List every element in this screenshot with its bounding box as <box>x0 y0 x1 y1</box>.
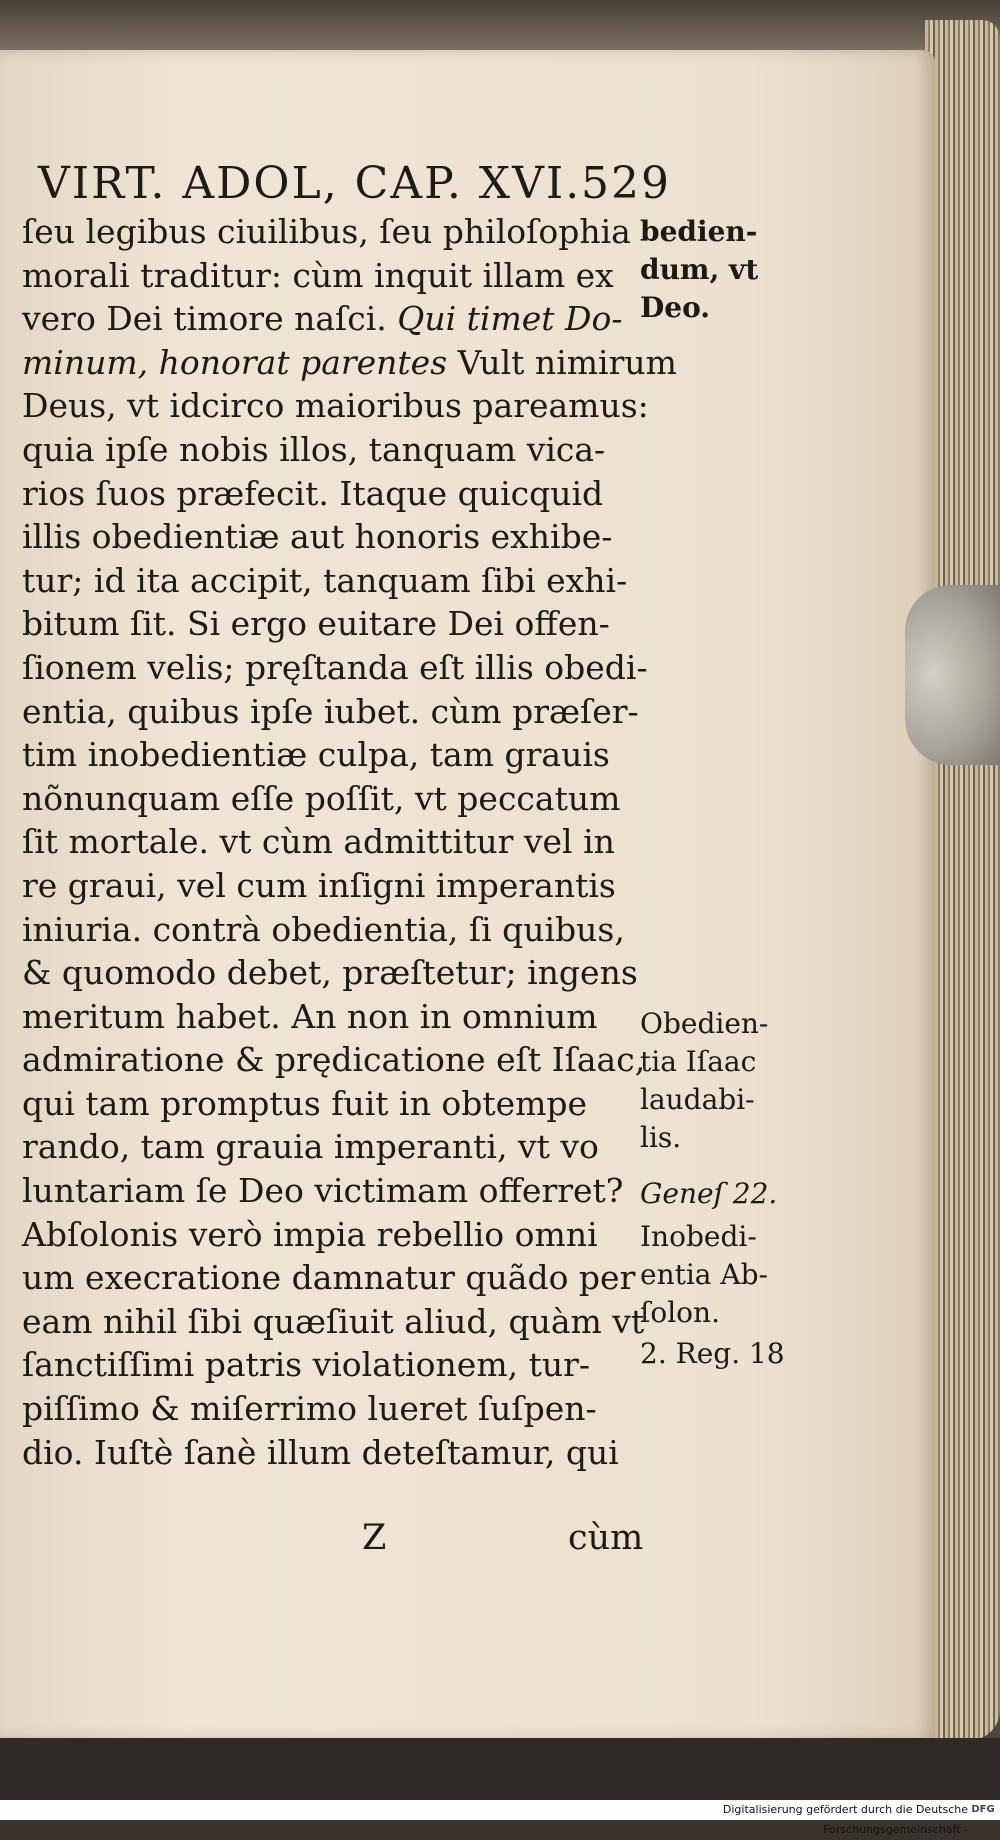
text-line: Deus, vt idcirco maioribus pareamus: <box>22 386 649 426</box>
running-title: VIRT. ADOL, CAP. XVI. <box>38 158 582 209</box>
text-line: eam nihil ſibi quæſiuit aliud, quàm vt <box>22 1301 645 1341</box>
text-line: entia, quibus ipſe iubet. cùm præſer- <box>22 691 639 731</box>
text-line: Abſolonis verò impia rebellio omni <box>22 1214 598 1254</box>
signature-mark: Z <box>362 1518 387 1558</box>
margin-note-line: entia Ab- <box>640 1258 769 1291</box>
text-line: nõnunquam eſſe poſſit, vt peccatum <box>22 778 621 818</box>
text-line: um execratione damnatur quãdo per <box>22 1258 636 1298</box>
scan-bottom-edge <box>0 1738 1000 1800</box>
text-line: illis obedientiæ aut honoris exhibe- <box>22 517 613 557</box>
text-line: tur; id ita accipit, tanquam ſibi exhi- <box>22 560 628 600</box>
text-line <box>22 297 637 341</box>
italic-quote: minum, honorat parentes <box>22 342 448 382</box>
text-line: morali traditur: cùm inquit illam ex <box>22 255 614 295</box>
margin-note-line: laudabi- <box>640 1083 755 1116</box>
credit-text: Digitalisierung gefördert durch die Deutsche Forschungsgemeinschaft - <box>600 1800 1000 1820</box>
book-page-edges <box>925 20 1000 1740</box>
text-line: dio. Iuſtè ſanè illum deteſtamur, qui <box>22 1432 619 1472</box>
running-header <box>38 158 671 214</box>
text-line: luntariam ſe Deo victimam offerret? <box>22 1171 624 1211</box>
text-line: & quomodo debet, præſtetur; ingens <box>22 953 638 993</box>
page-number: 529 <box>581 158 671 209</box>
text-line: rando, tam grauia imperanti, vt vo <box>22 1127 599 1167</box>
text-line: iniuria. contrà obedientia, ſi quibus, <box>22 909 625 949</box>
text-line: tim inobedientiæ culpa, tam grauis <box>22 735 610 775</box>
margin-note-line: Obedien- <box>640 1007 769 1040</box>
page-clip <box>905 585 1000 765</box>
text-line: meritum habet. An non in omnium <box>22 996 598 1036</box>
credit-bar <box>0 1800 600 1820</box>
text-line <box>22 341 677 385</box>
text-line: piſſimo & miſerrimo lueret ſuſpen- <box>22 1389 597 1429</box>
text-line: ſionem velis; pręſtanda eſt illis obedi- <box>22 647 648 687</box>
text-line: ſit mortale. vt cùm admittitur vel in <box>22 822 615 862</box>
italic-quote: Qui timet Do- <box>397 299 623 339</box>
margin-note-line: bedien- <box>640 215 758 248</box>
margin-note-obedience <box>640 213 758 327</box>
margin-note-line: Deo. <box>640 291 711 324</box>
margin-note-line: ſolon. <box>640 1296 720 1329</box>
text-span: Vult nimirum <box>457 342 677 382</box>
margin-note-absalom <box>640 1218 768 1332</box>
margin-note-line: tia Iſaac <box>640 1045 757 1078</box>
text-line: quia ipſe nobis illos, tanquam vica- <box>22 429 606 469</box>
margin-note-genesis-ref: Geneſ 22. <box>640 1177 778 1210</box>
text-line: rios ſuos præfecit. Itaque quicquid <box>22 473 604 513</box>
text-line: re graui, vel cum inſigni imperantis <box>22 865 616 905</box>
dfg-logo-icon: DFG <box>971 1804 995 1815</box>
text-span: vero Dei timore naſci. <box>22 299 387 339</box>
text-line: bitum ſit. Si ergo euitare Dei offen- <box>22 604 610 644</box>
margin-note-isaac <box>640 1005 768 1157</box>
body-text <box>22 210 677 1474</box>
margin-note-kings-ref: 2. Reg. 18 <box>640 1337 785 1370</box>
text-line: ſanctiſſimi patris violationem, tur- <box>22 1345 591 1385</box>
catchword: cùm <box>568 1518 644 1558</box>
margin-note-line: dum, vt <box>640 253 759 286</box>
text-line: qui tam promptus fuit in obtempe <box>22 1083 588 1123</box>
margin-note-line: lis. <box>640 1121 682 1154</box>
scan-top-edge <box>0 0 1000 50</box>
text-line: admiratione & prędicatione eſt Iſaac, <box>22 1040 646 1080</box>
text-line: ſeu legibus ciuilibus, ſeu philoſophia <box>22 212 631 251</box>
margin-note-line: Inobedi- <box>640 1220 757 1253</box>
